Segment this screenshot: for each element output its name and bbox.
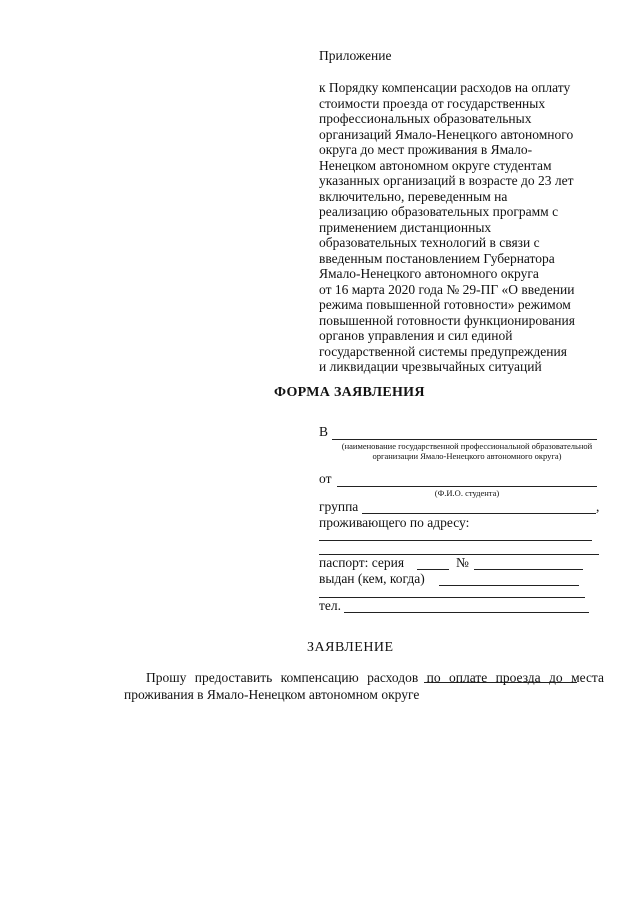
group-comma: , xyxy=(596,499,600,514)
appendix-line: органов управления и сил единой xyxy=(319,328,513,343)
issued-input-line-2[interactable] xyxy=(319,597,585,598)
appendix-line: применением дистанционных xyxy=(319,219,492,235)
phone-label: тел. xyxy=(319,598,342,613)
appendix-line: и ликвидации чрезвычайных ситуаций xyxy=(319,359,542,374)
appendix-line: стоимости проезда от государственных xyxy=(319,95,546,111)
destination-input-line[interactable] xyxy=(424,682,577,683)
statement-text xyxy=(124,669,604,703)
appendix-body xyxy=(319,80,609,375)
form-title: ФОРМА ЗАЯВЛЕНИЯ xyxy=(274,385,425,400)
student-name-caption: (Ф.И.О. студента) xyxy=(434,488,500,498)
appendix-line: к Порядку компенсации расходов на оплату xyxy=(319,80,571,95)
passport-number-input-line[interactable] xyxy=(474,569,583,570)
group-input-line[interactable] xyxy=(362,513,596,514)
address-input-line-1[interactable] xyxy=(319,540,592,541)
appendix-line: режима повышенной готовности» режимом xyxy=(319,297,571,312)
appendix-line: профессиональных образовательных xyxy=(319,111,532,126)
organization-input-line[interactable] xyxy=(332,439,597,440)
appendix-line: указанных организаций в возрасте до 23 лет xyxy=(319,173,574,188)
appendix-line: округа до мест проживания в Ямало- xyxy=(319,142,533,157)
appendix-line: от 16 марта 2020 года № 29-ПГ «О введении xyxy=(319,281,575,297)
appendix-line: повышенной готовности функционирования xyxy=(319,312,575,328)
appendix-line: реализацию образовательных программ с xyxy=(319,204,559,219)
passport-series-input-line[interactable] xyxy=(417,569,449,570)
organization-caption: (наименование государственной профессиональной образовательной организации Ямало-Ненецкого автономного округа) xyxy=(341,441,593,461)
appendix-line: включительно, переведенным на xyxy=(319,188,508,204)
address-label: проживающего по адресу: xyxy=(319,515,470,530)
student-name-input-line[interactable] xyxy=(337,486,597,487)
appendix-line: введенным постановлением Губернатора xyxy=(319,250,555,266)
passport-series-label: паспорт: серия xyxy=(319,555,405,570)
issued-input-line[interactable] xyxy=(439,585,579,586)
statement-line-2 xyxy=(124,686,604,703)
to-label: В xyxy=(319,424,329,439)
appendix-line: Ямало-Ненецкого автономного округа xyxy=(319,266,539,281)
phone-input-line[interactable] xyxy=(344,612,589,613)
passport-number-label: № xyxy=(456,555,469,570)
statement-line-2-text: проживания в Ямало-Ненецком автономном округе xyxy=(124,687,420,702)
appendix-line: Ненецком автономном округе студентам xyxy=(319,157,552,173)
from-label: от xyxy=(319,471,332,486)
appendix-title: Приложение xyxy=(319,48,392,63)
appendix-line: организаций Ямало-Ненецкого автономного xyxy=(319,126,574,142)
appendix-line: государственной системы предупреждения xyxy=(319,343,567,359)
statement-title: ЗАЯВЛЕНИЕ xyxy=(307,640,394,655)
group-label: группа xyxy=(319,499,359,514)
statement-line-1: Прошу предоставить компенсацию расходов по оплате проезда до места xyxy=(146,670,604,685)
appendix-line: образовательных технологий в связи с xyxy=(319,235,540,250)
issued-label: выдан (кем, когда) xyxy=(319,571,425,586)
